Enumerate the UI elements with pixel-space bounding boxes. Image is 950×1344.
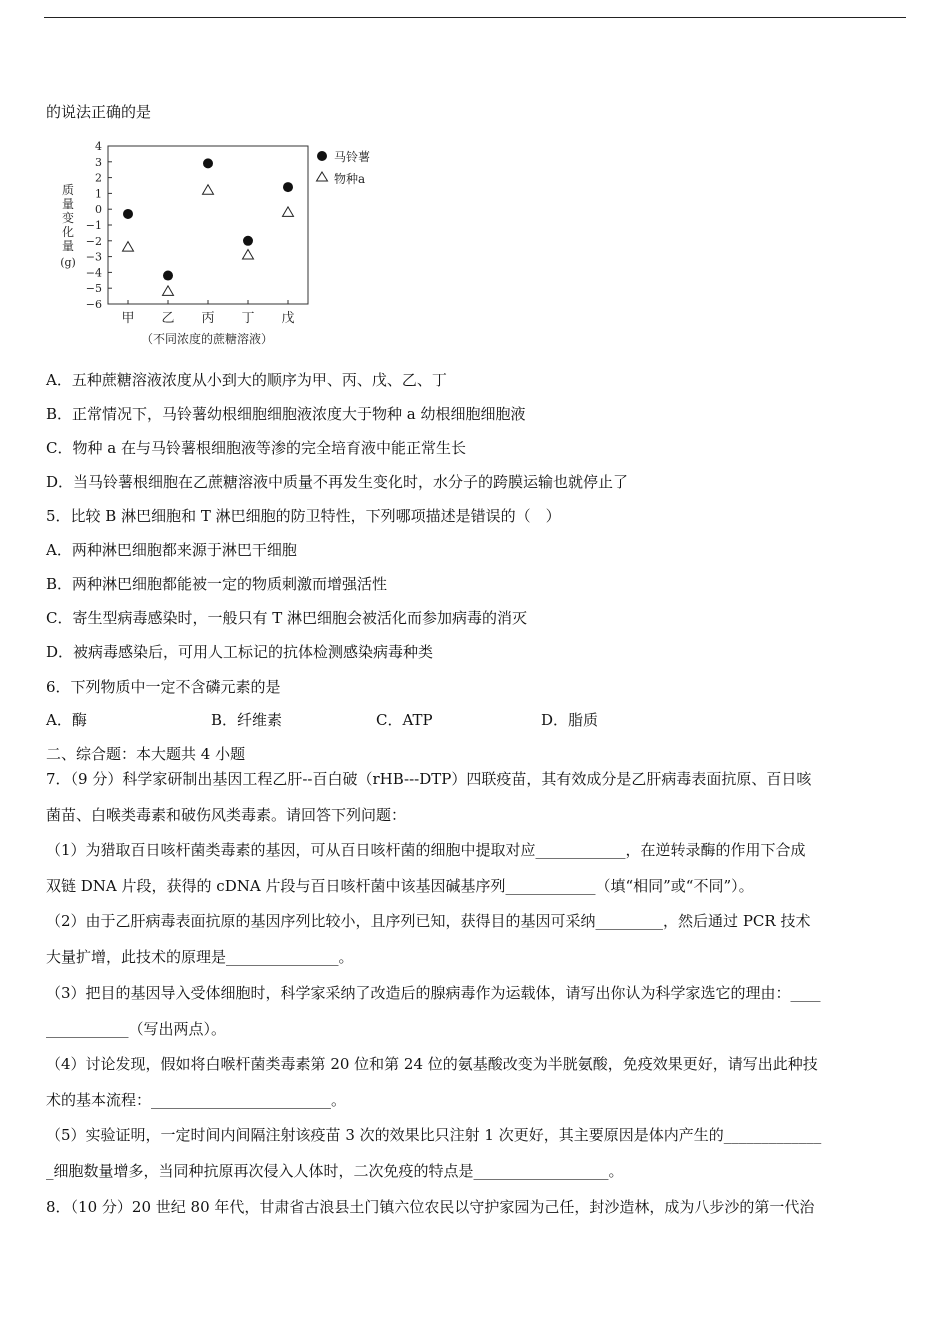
y-label-char: 质 (61, 183, 75, 197)
y-tick-label: −3 (85, 250, 102, 264)
q6-option-d: D．脂质 (541, 711, 599, 729)
q7-stem-line1: 7．（9 分）科学家研制出基因工程乙肝--百白破（rHB---DTP）四联疫苗，其有效成分是乙肝病毒表面抗原、百日咳 (46, 770, 812, 788)
y-label-char: 化 (61, 225, 75, 239)
legend-label-species-a: 物种a (334, 172, 366, 186)
q5-stem: 5．比较 B 淋巴细胞和 T 淋巴细胞的防卫特性，下列哪项描述是错误的（ ） (46, 507, 561, 525)
q8-stem-line1: 8．（10 分）20 世纪 80 年代，甘肃省古浪县土门镇六位农民以守护家园为己任，封沙造林，成为八步沙的第一代治 (46, 1198, 815, 1216)
header-rule (44, 17, 906, 18)
point-species-a-5 (283, 207, 294, 217)
y-tick-label: 2 (95, 171, 102, 185)
point-species-a-3 (203, 185, 214, 195)
x-tick-label: 戊 (281, 311, 295, 326)
point-potato-2 (163, 271, 173, 281)
q7-stem-line2: 菌苗、白喉类毒素和破伤风类毒素。请回答下列问题： (46, 806, 407, 824)
data-marks (123, 158, 294, 295)
plot-frame (108, 146, 308, 304)
q4-option-b: B．正常情况下，马铃薯幼根细胞细胞液浓度大于物种 a 幼根细胞细胞液 (46, 405, 526, 423)
q7-part4-line2: 术的基本流程：________________________。 (46, 1091, 347, 1109)
q6-option-a: A．酶 (46, 711, 87, 729)
q7-part2-line2: 大量扩增，此技术的原理是_______________。 (46, 948, 354, 966)
x-tick-label: 丁 (241, 311, 255, 326)
q7-part5-line1: （5）实验证明，一定时间内间隔注射该疫苗 3 次的效果比只注射 1 次更好，其主要原因是体内产生的_____________ (46, 1126, 822, 1144)
y-tick-label: −5 (85, 282, 102, 296)
legend (317, 149, 371, 186)
y-tick-label: 3 (95, 155, 102, 169)
q5-option-d: D．被病毒感染后，可用人工标记的抗体检测感染病毒种类 (46, 643, 434, 661)
q7-part4-line1: （4）讨论发现，假如将白喉杆菌类毒素第 20 位和第 24 位的氨基酸改变为半胱氨酸，免疫效果更好，请写出此种技 (46, 1055, 818, 1073)
q6-option-c: C．ATP (376, 711, 433, 729)
y-tick-label: 1 (95, 187, 102, 201)
q4-option-d: D．当马铃薯根细胞在乙蔗糖溶液中质量不再发生变化时，水分子的跨膜运输也就停止了 (46, 473, 629, 491)
point-species-a-4 (243, 250, 254, 260)
q7-part1-line1: （1）为猎取百日咳杆菌类毒素的基因，可从百日咳杆菌的细胞中提取对应____________，在逆转录酶的作用下合成 (46, 841, 806, 859)
y-tick-label: 0 (95, 203, 102, 217)
point-species-a-2 (163, 286, 174, 296)
y-tick-label: −4 (85, 266, 102, 280)
y-label-char: 量 (61, 197, 75, 211)
section-heading: 二、综合题：本大题共 4 小题 (46, 745, 246, 763)
q5-option-c: C．寄生型病毒感染时，一般只有 T 淋巴细胞会被活化而参加病毒的消灭 (46, 609, 528, 627)
q6-option-b: B．纤维素 (211, 711, 283, 729)
y-axis-label (62, 182, 74, 253)
legend-marker-species-a (317, 172, 328, 181)
x-axis-label: （不同浓度的蔗糖溶液） (140, 332, 274, 346)
y-label-char: 变 (61, 211, 75, 225)
y-tick-label: −2 (85, 234, 102, 248)
y-label-char: 量 (61, 239, 75, 253)
q4-option-c: C．物种 a 在与马铃薯根细胞液等渗的完全培育液中能正常生长 (46, 439, 466, 457)
y-tick-label: −1 (85, 219, 102, 232)
scatter-chart (56, 138, 396, 352)
y-axis-unit: (g) (60, 256, 76, 269)
q7-part3-line2: ___________（写出两点）。 (46, 1020, 227, 1038)
legend-marker-potato (317, 151, 327, 161)
x-tick-label: 丙 (201, 311, 215, 326)
q7-part1-line2: 双链 DNA 片段，获得的 cDNA 片段与百日咳杆菌中该基因碱基序列____________（填“相同”或“不同”）。 (46, 877, 754, 895)
point-potato-4 (243, 236, 253, 246)
question-intro: 的说法正确的是 (46, 103, 152, 121)
point-potato-3 (203, 158, 213, 168)
point-potato-5 (283, 182, 293, 192)
q4-option-a: A．五种蔗糖溶液浓度从小到大的顺序为甲、丙、戊、乙、丁 (46, 371, 447, 389)
q5-option-a: A．两种淋巴细胞都来源于淋巴干细胞 (46, 541, 297, 559)
x-tick-label: 乙 (161, 311, 175, 326)
legend-label-potato: 马铃薯 (334, 150, 371, 164)
y-tick-label: −6 (85, 298, 102, 311)
q7-part2-line1: （2）由于乙肝病毒表面抗原的基因序列比较小，且序列已知，获得目的基因可采纳_________，然后通过 PCR 技术 (46, 912, 811, 930)
y-tick-label: 4 (95, 140, 102, 153)
q5-option-b: B．两种淋巴细胞都能被一定的物质刺激而增强活性 (46, 575, 388, 593)
q6-stem: 6．下列物质中一定不含磷元素的是 (46, 678, 281, 696)
point-species-a-1 (123, 242, 134, 252)
q7-part5-line2: _细胞数量增多，当同种抗原再次侵入人体时，二次免疫的特点是__________________。 (46, 1162, 624, 1180)
x-tick-label: 甲 (121, 311, 135, 326)
point-potato-1 (123, 209, 133, 219)
q7-part3-line1: （3）把目的基因导入受体细胞时，科学家采纳了改造后的腺病毒作为运载体，请写出你认为科学家选它的理由：____ (46, 984, 821, 1002)
